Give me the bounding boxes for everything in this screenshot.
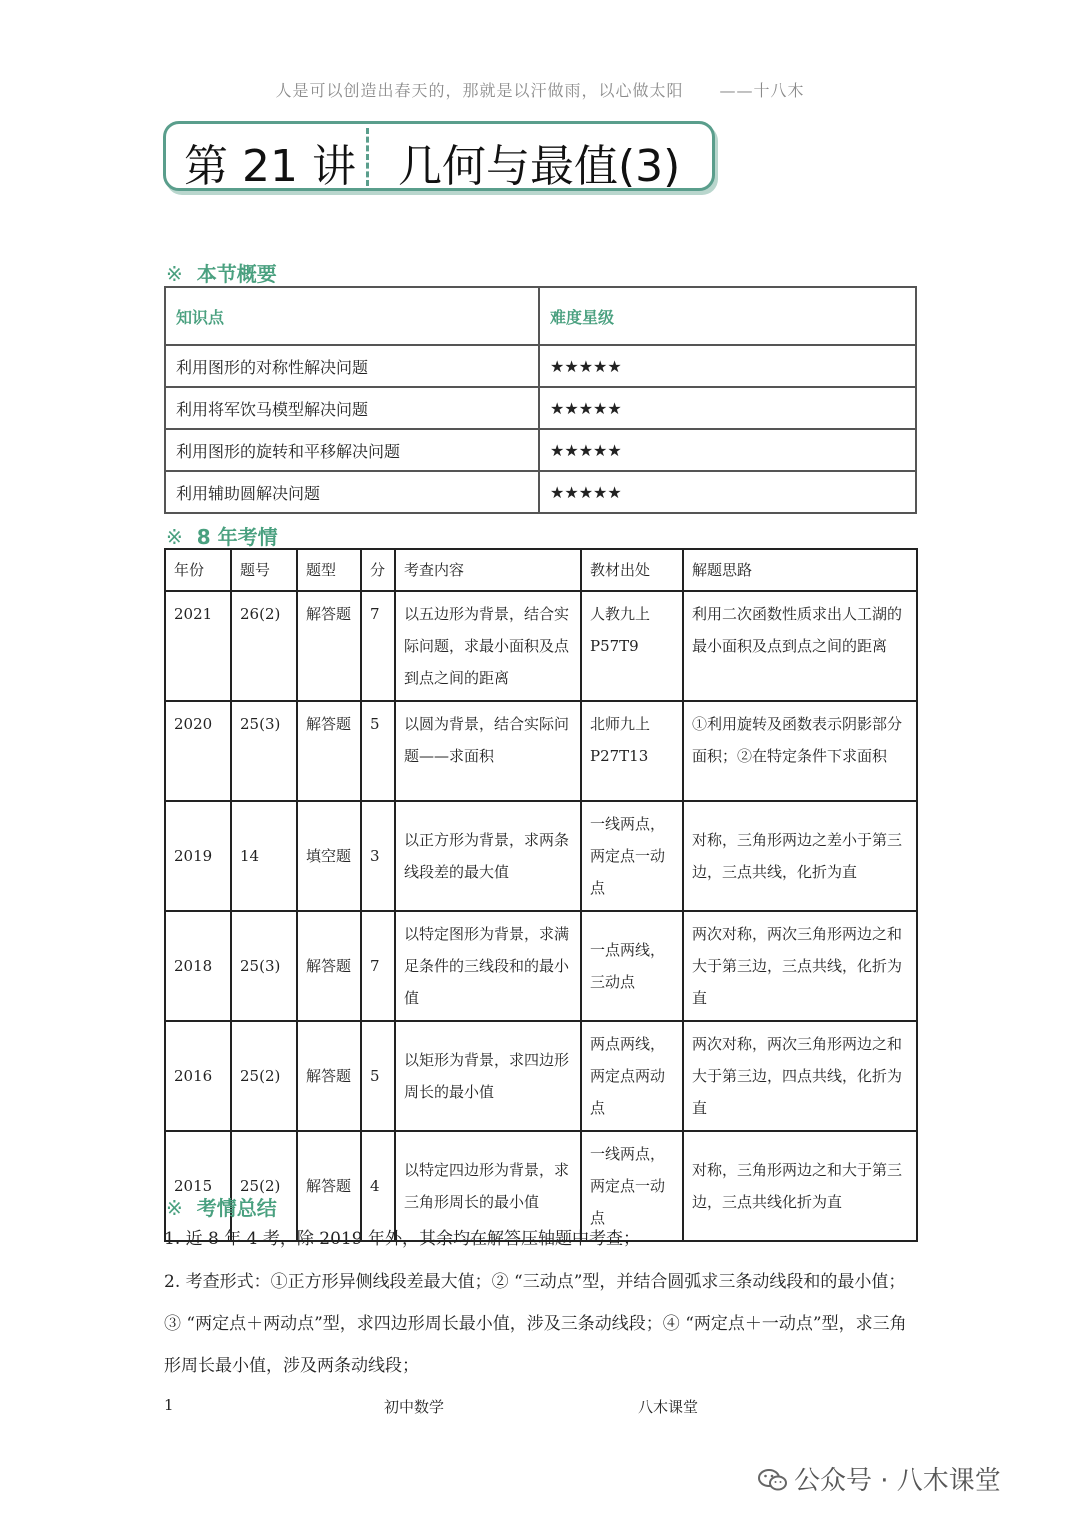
content-cell: 以特定四边形为背景，求三角形周长的最小值 [395, 1131, 581, 1241]
question-type-cell: 解答题 [297, 911, 361, 1021]
star-rating: ★★★★★ [539, 429, 916, 471]
question-type-cell: 填空题 [297, 801, 361, 911]
question-type-cell: 解答题 [297, 1131, 361, 1241]
table-row [165, 911, 917, 1021]
question-type-cell: 解答题 [297, 701, 361, 801]
footer-brand: 八木课堂 [638, 1398, 699, 1416]
overview-topic-cell: 利用图形的旋转和平移解决问题 [165, 429, 539, 471]
content-cell: 以特定图形为背景，求满足条件的三线段和的最小值 [395, 911, 581, 1021]
summary-point-2: 2. 考查形式：①正方形异侧线段差最大值；② “三动点”型，并结合圆弧求三条动线段和的最小值；③ “两定点＋两动点”型，求四边形周长最小值，涉及三条动线段；④ “两定点＋一动点”型，求三角形周长最小值，涉及两条动线段； [164, 1272, 907, 1376]
score-cell: 3 [361, 801, 395, 911]
overview-topic-cell: 利用辅助圆解决问题 [165, 471, 539, 513]
exam-header-idea: 解题思路 [683, 549, 917, 591]
reference-mark-icon: ※ [166, 1196, 183, 1220]
question-type-cell: 解答题 [297, 591, 361, 701]
exam-header-year: 年份 [165, 549, 231, 591]
year-cell: 2020 [165, 701, 231, 801]
footer-subject: 初中数学 [384, 1398, 445, 1416]
section-exam-label: 8 年考情 [196, 525, 278, 549]
idea-cell: 对称，三角形两边之和大于第三边，三点共线化折为直 [683, 1131, 917, 1241]
score-cell: 7 [361, 911, 395, 1021]
overview-header-difficulty: 难度星级 [539, 287, 916, 345]
overview-topic-cell: 利用图形的对称性解决问题 [165, 345, 539, 387]
year-cell: 2015 [165, 1131, 231, 1241]
content-cell: 以五边形为背景，结合实际问题，求最小面积及点到点之间的距离 [395, 591, 581, 701]
overview-table [164, 286, 917, 514]
exam-header-content: 考查内容 [395, 549, 581, 591]
table-row [165, 591, 917, 701]
table-row [165, 345, 916, 387]
question-number-cell: 14 [231, 801, 297, 911]
watermark-text: 公众号 · 八木课堂 [794, 1466, 1001, 1496]
idea-cell: 利用二次函数性质求出人工湖的最小面积及点到点之间的距离 [683, 591, 917, 701]
star-rating: ★★★★★ [539, 471, 916, 513]
source-cell: 两点两线，两定点两动点 [581, 1021, 683, 1131]
question-number-cell: 25(3) [231, 911, 297, 1021]
title-divider [366, 128, 369, 186]
table-row [165, 429, 916, 471]
content-cell: 以正方形为背景，求两条线段差的最大值 [395, 801, 581, 911]
table-row [165, 1021, 917, 1131]
year-cell: 2019 [165, 801, 231, 911]
exam-header-score: 分 [361, 549, 395, 591]
page-number: 1 [164, 1396, 174, 1414]
idea-cell: 对称，三角形两边之差小于第三边，三点共线，化折为直 [683, 801, 917, 911]
overview-topic-cell: 利用将军饮马模型解决问题 [165, 387, 539, 429]
idea-cell: 两次对称，两次三角形两边之和大于第三边，四点共线，化折为直 [683, 1021, 917, 1131]
reference-mark-icon: ※ [166, 262, 183, 286]
year-cell: 2021 [165, 591, 231, 701]
lecture-title-box [163, 121, 715, 191]
lecture-number: 第 21 讲 [184, 141, 356, 192]
idea-cell: 两次对称，两次三角形两边之和大于第三边，三点共线，化折为直 [683, 911, 917, 1021]
source-cell: 一线两点，两定点一动点 [581, 1131, 683, 1241]
section-overview-label: 本节概要 [196, 262, 277, 286]
motto [0, 78, 1080, 101]
source-cell: 北师九上 P27T13 [581, 701, 683, 801]
source-cell: 一线两点，两定点一动点 [581, 801, 683, 911]
question-number-cell: 26(2) [231, 591, 297, 701]
exam-header-type: 题型 [297, 549, 361, 591]
score-cell: 5 [361, 701, 395, 801]
table-row [165, 387, 916, 429]
table-row [165, 701, 917, 801]
score-cell: 7 [361, 591, 395, 701]
wechat-watermark [758, 1460, 1001, 1497]
question-type-cell: 解答题 [297, 1021, 361, 1131]
star-rating: ★★★★★ [539, 387, 916, 429]
idea-cell: ①利用旋转及函数表示阴影部分面积；②在特定条件下求面积 [683, 701, 917, 801]
table-row [165, 471, 916, 513]
source-cell: 人教九上 P57T9 [581, 591, 683, 701]
content-cell: 以矩形为背景，求四边形周长的最小值 [395, 1021, 581, 1131]
exam-header-source: 教材出处 [581, 549, 683, 591]
lecture-topic: 几何与最值(3) [398, 141, 681, 192]
overview-header-topic: 知识点 [165, 287, 539, 345]
wechat-icon [758, 1467, 788, 1493]
table-row [165, 801, 917, 911]
section-summary-heading [166, 1192, 277, 1221]
question-number-cell: 25(2) [231, 1131, 297, 1241]
summary-point-1: 1. 近 8 年 4 考，除 2019 年外，其余均在解答压轴题中考查； [164, 1229, 640, 1249]
section-overview-heading [166, 258, 277, 287]
score-cell: 5 [361, 1021, 395, 1131]
question-number-cell: 25(2) [231, 1021, 297, 1131]
score-cell: 4 [361, 1131, 395, 1241]
question-number-cell: 25(3) [231, 701, 297, 801]
source-cell: 一点两线，三动点 [581, 911, 683, 1021]
year-cell: 2018 [165, 911, 231, 1021]
reference-mark-icon: ※ [166, 525, 183, 549]
star-rating: ★★★★★ [539, 345, 916, 387]
motto-author: ——十八木 [719, 81, 805, 100]
overview-header-row [165, 287, 916, 345]
exam-header-number: 题号 [231, 549, 297, 591]
exam-table [164, 548, 918, 1242]
section-exam-heading [166, 521, 278, 550]
content-cell: 以圆为背景，结合实际问题——求面积 [395, 701, 581, 801]
section-summary-label: 考情总结 [196, 1196, 277, 1220]
exam-header-row [165, 549, 917, 591]
motto-text: 人是可以创造出春天的，那就是以汗做雨，以心做太阳 [275, 81, 684, 100]
year-cell: 2016 [165, 1021, 231, 1131]
